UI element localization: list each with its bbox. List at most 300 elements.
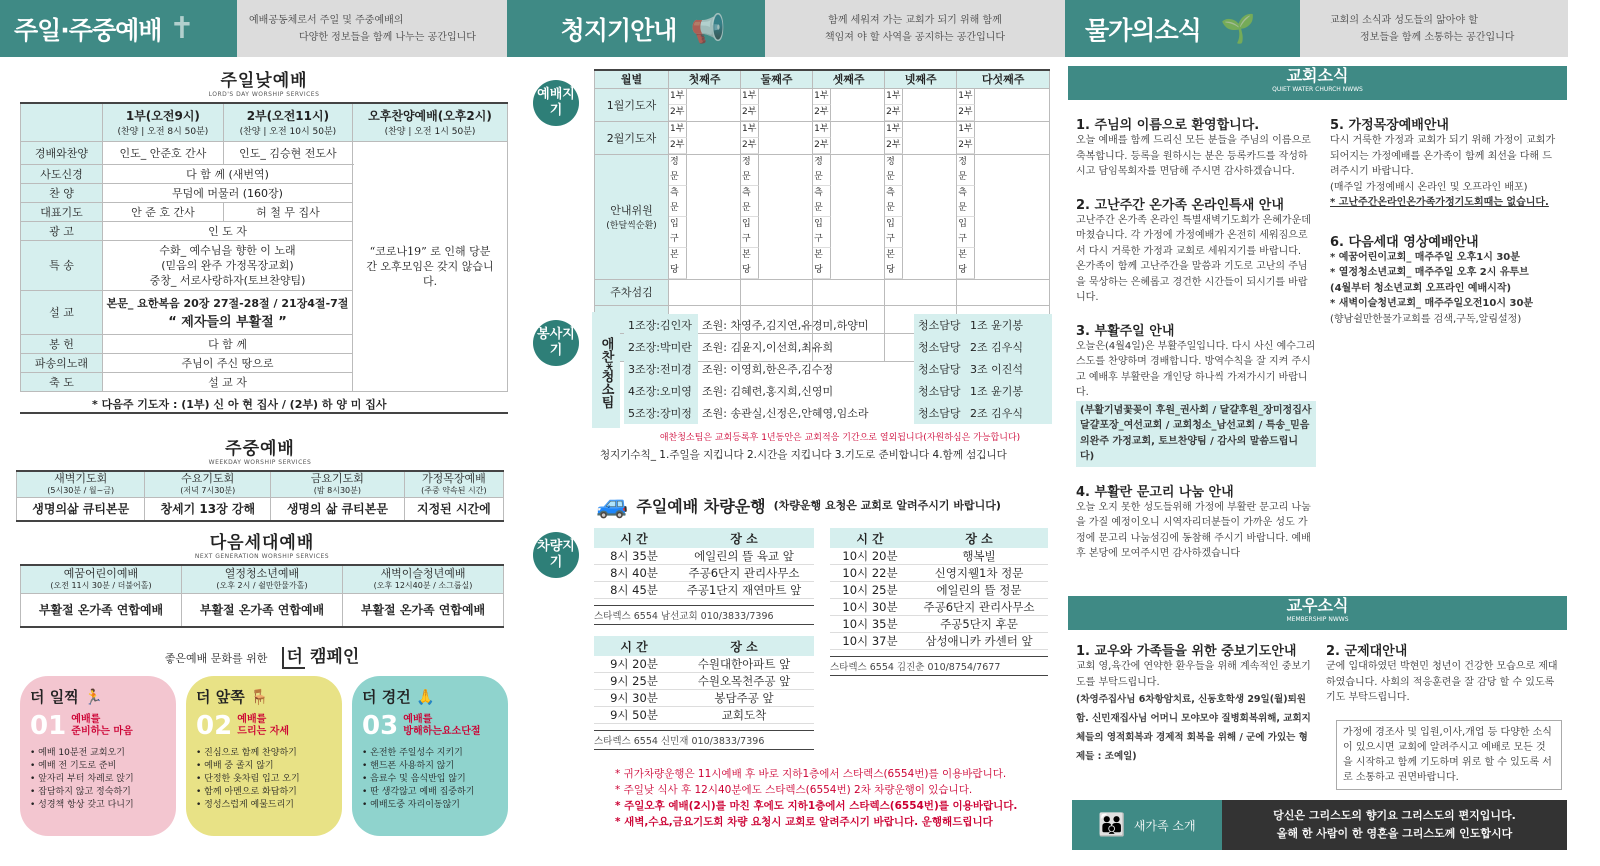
bus-place: 삼성애니카 카센터 앞 <box>910 633 1048 650</box>
campaign-mark: 더 <box>362 688 377 706</box>
header-desc <box>237 0 507 57</box>
service-name: 가정목장예배 <box>421 471 486 485</box>
schedule-cell <box>669 121 741 154</box>
news-text: 오늘 오지 못한 성도들위해 가정에 부활란 문고리 나눔을 가질 예정이오니 시역자리더분들이 가까운 성도 가정에 문고리 나눔섬김에 동참해 주시기 바랍니다. 예배후 본당에 모여주시면 감사하겠습니다 <box>1076 501 1311 559</box>
service-time: (오후 2시 / 쉴만한물가홀) <box>216 580 308 590</box>
team-list <box>624 314 1052 424</box>
service-value: 부활절 온가족 연합예배 <box>182 593 343 627</box>
news-heading: 5. 가정목장예배안내 <box>1330 118 1449 133</box>
clean-note: 애찬청소팀은 교회등록후 1년동안은 교회적응 기간으로 열외됩니다(자원하심은 가능합니다) <box>659 433 1021 443</box>
bible-icon: ✝ <box>169 11 195 46</box>
bus-time: 10시 37분 <box>830 633 910 650</box>
row-label: 경배와찬양 <box>21 141 103 164</box>
row-label-sub: (한달씩순환) <box>606 221 657 231</box>
clean-duty: 청소담당 <box>914 336 966 358</box>
schedule-cell <box>669 154 741 279</box>
slot-tag: 1부 <box>741 122 759 138</box>
bus-time: 10시 22분 <box>830 565 910 582</box>
row-label <box>595 154 669 279</box>
slot-tag: 1부 <box>813 89 831 105</box>
schedule-cell <box>957 121 1050 154</box>
list-item: • 성경책 항상 갖고 다니기 <box>30 800 134 810</box>
slot-tag: 정문 <box>813 155 831 186</box>
table-row <box>594 565 814 582</box>
service-value: 지정된 시간에 <box>404 497 503 521</box>
table-row <box>830 616 1048 633</box>
slot-tag: 측문 <box>957 186 975 217</box>
row-label <box>595 121 669 154</box>
news-alert: (향남쉴만한물가교회를 검색,구독,알림설정) <box>1330 313 1522 325</box>
row-label: 설 교 <box>21 290 103 334</box>
service-name: 수요기도회 <box>181 471 235 485</box>
new-family-footer <box>1072 800 1567 850</box>
team-members: 조원: 김윤지,이선희,최유희 <box>702 341 834 354</box>
slot-tag: 측문 <box>741 186 759 217</box>
bus-note: (차량운행 요청은 교회로 알려주시기 바랍니다) <box>773 499 1001 512</box>
nextgen-section <box>20 528 504 628</box>
bus-note-line: * 귀가차량운행은 11시예배 후 바로 지하1층에서 스타렉스(6554번)를 이용바랍니다. <box>615 768 1007 780</box>
service-time: (오후 12시40분 / 소그룹실) <box>373 580 473 590</box>
slot-tag: 입구 <box>885 217 903 248</box>
kneeling-person-icon: 🙏 <box>415 688 435 706</box>
team-members: 조원: 차영주,김지연,유경미,하양미 <box>702 319 869 332</box>
clean-team: 2조 김우식 <box>966 402 1052 424</box>
slot-tag: 1부 <box>885 122 903 138</box>
row-value: 인 도 자 <box>103 221 353 240</box>
section-subtitle: WEEKDAY WORSHIP SERVICES <box>208 459 312 466</box>
list-item: • 예배 중 졸지 않기 <box>196 761 274 771</box>
card-sub: 예배를 <box>237 714 267 725</box>
section-subtitle: QUIET WATER CHURCH NWWS <box>1272 86 1363 93</box>
team-row <box>624 358 1052 380</box>
row-label: 광 고 <box>21 221 103 240</box>
clean-duty: 청소담당 <box>914 358 966 380</box>
service-time: (밤 8시30분) <box>313 485 361 495</box>
table-row <box>594 707 814 724</box>
bus-table-3 <box>830 528 1048 676</box>
slot-tag: 정문 <box>885 155 903 186</box>
slot-tag: 본당 <box>741 248 759 279</box>
news-text: (차영주집사님 6차항암치료, 신동호학생 29일(월)퇴원함. 신민재집사님 어머니 모야모야 질병회복위해, 교회지체들의 영적회복과 경제적 회복을 위해 / 군에 가있는 형제들 : 조예일) <box>1076 694 1311 762</box>
service-value: 생명의 삶 큐티본문 <box>271 497 405 521</box>
service-time: (찬양 | 오전 8시 50분) <box>117 127 209 138</box>
row-label: 주차섬김 <box>595 279 669 305</box>
list-item: • 진심으로 함께 찬양하기 <box>196 748 297 758</box>
service-name: 1부(오전9시) <box>125 109 200 124</box>
news-text: * 새벽이슬청년교회_ 매주주일오전10시 30분 <box>1330 298 1534 309</box>
header-desc <box>1300 0 1568 57</box>
campaign-title <box>20 642 504 667</box>
worship-circle: 예배지기 <box>533 80 579 126</box>
news-text: 고난주간 온가족 온라인 특별새벽기도회가 은혜가운데 마쳤습니다. 각 가정에 가정예배가 온전히 세워짐으로서 다시 거룩한 가정과 교회로 세워지기를 바랍니다. <box>1076 214 1311 257</box>
team-row <box>624 380 1052 402</box>
bus-time: 8시 40분 <box>594 565 674 582</box>
header-title: 물가의소식 <box>1085 15 1201 45</box>
campaign-mark: 더 <box>282 647 304 669</box>
clean-duty: 청소담당 <box>914 380 966 402</box>
campaign-label: 캠페인 <box>309 647 360 667</box>
col-header: 시 간 <box>594 528 674 548</box>
news-heading: 2. 고난주간 온가족 온라인특새 안내 <box>1076 197 1284 213</box>
col-header: 장 소 <box>674 636 814 656</box>
slot-tag: 측문 <box>669 186 687 217</box>
schedule-cell <box>669 279 741 305</box>
slot-tag: 1부 <box>669 122 687 138</box>
slot-tag: 2부 <box>741 105 759 121</box>
header-desc-line: 정보들을 함께 소통하는 공간입니다 <box>1360 31 1515 43</box>
clean-team: 1조 윤기봉 <box>966 314 1052 336</box>
header-desc <box>765 0 1065 57</box>
service-name: 새벽이슬청년예배 <box>380 566 466 580</box>
card-number: 01 <box>30 711 67 741</box>
bus-place: 신영지웰1차 정문 <box>910 565 1048 582</box>
row-value: 인도_ 안준호 간사 <box>103 141 224 164</box>
bus-time: 8시 45분 <box>594 582 674 599</box>
weekday-table <box>16 470 504 522</box>
schedule-cell <box>813 88 885 121</box>
schedule-cell <box>813 121 885 154</box>
service-time: (오전 11시 30분 / 더불어홀) <box>50 580 152 590</box>
member-news-left <box>1076 632 1316 766</box>
card-sub: 예배를 <box>71 714 101 725</box>
schedule-cell <box>885 88 957 121</box>
bus-place: 수원대한아파트 앞 <box>674 656 814 673</box>
bus-time: 10시 35분 <box>830 616 910 633</box>
row-value: (믿음의 완주 가정목장교회) <box>161 258 294 272</box>
section-subtitle: LORD'S DAY WORSHIP SERVICES <box>208 91 320 98</box>
news-text: 교회 영,육간에 연약한 환우들을 위해 계속적인 중보기도를 부탁드립니다. <box>1076 661 1311 688</box>
afternoon-note: “코로나19” 로 인해 당분간 오후모임은 갖지 않습니다. <box>353 141 508 391</box>
team-members: 조원: 김혜련,홍지희,신영미 <box>702 385 834 398</box>
team-row <box>624 314 1052 336</box>
news-alert: * 고난주간온라인온가족가정기도회때는 없습니다. <box>1330 197 1549 208</box>
church-news-left <box>1076 106 1316 562</box>
slot-tag: 1부 <box>957 122 975 138</box>
clean-team: 2조 김우식 <box>966 336 1052 358</box>
bus-note-line: * 새벽,수요,금요기도회 차량 요청시 교회로 알려주시기 바랍니다. 운행해드립니다 <box>615 816 993 828</box>
row-value: 인도_ 김승현 전도사 <box>223 141 352 164</box>
service-time: (주중 약속된 시간) <box>421 485 487 495</box>
service-time: (찬양 | 오전 1시 50분) <box>384 127 476 138</box>
sunday-section <box>20 66 508 414</box>
table-row <box>830 565 1048 582</box>
bus-place: 수원오목천주공 앞 <box>674 673 814 690</box>
row-value: 수화_ 예수님을 향한 이 노래 <box>159 243 296 257</box>
bus-note-line: * 주일낮 식사 후 12시40분에도 스타렉스(6554번) 2차 차량운행이 있습니다. <box>615 784 973 796</box>
slot-tag: 2부 <box>957 105 975 121</box>
table-row <box>830 633 1048 650</box>
row-label: 사도신경 <box>21 164 103 183</box>
col-header: 셋째주 <box>813 70 885 88</box>
bus-place: 봉담주공 앞 <box>674 690 814 707</box>
col-header: 넷째주 <box>885 70 957 88</box>
schedule-cell <box>813 279 885 305</box>
card-sub: 드리는 자세 <box>237 726 290 737</box>
slot-tag: 1부 <box>741 89 759 105</box>
card-head: 경건 <box>381 688 411 706</box>
list-item: • 예배 10분전 교회오기 <box>30 748 125 758</box>
slot-tag: 정문 <box>957 155 975 186</box>
slot-tag: 1부 <box>885 89 903 105</box>
bus-time: 8시 35분 <box>594 548 674 565</box>
table-row <box>594 673 814 690</box>
card-head: 앞쪽 <box>215 688 245 706</box>
bus-place: 교회도착 <box>674 707 814 724</box>
schedule-cell <box>813 154 885 279</box>
bus-note-line: * 주일오후 예배(2시)를 마친 후에도 지하1층에서 스타렉스(6554번)를 이용바랍니다. <box>615 800 1018 812</box>
footer-line: 올해 한 사람이 한 영혼을 그리스도께 인도합시다 <box>1276 827 1513 840</box>
col-header: 다섯째주 <box>957 70 1050 88</box>
slot-tag: 정문 <box>741 155 759 186</box>
slot-tag: 2부 <box>669 138 687 154</box>
slot-tag: 입구 <box>957 217 975 248</box>
list-item: • 예배 전 기도로 준비 <box>30 761 117 771</box>
sunday-table <box>20 102 508 392</box>
row-label: 대표기도 <box>21 202 103 221</box>
list-item: • 잡담하지 않고 정숙하기 <box>30 787 131 797</box>
service-time: (5시30분 / 월~금) <box>47 485 115 495</box>
news-heading: 6. 다음세대 영상예배안내 <box>1330 234 1479 250</box>
service-circle: 봉사지기 <box>533 320 579 366</box>
news-heading: 4. 부활란 문고리 나눔 안내 <box>1076 484 1234 500</box>
clean-team: 3조 이진석 <box>966 358 1052 380</box>
list-item: • 핸드폰 사용하지 않기 <box>362 761 455 771</box>
campaign-card-early <box>20 676 176 836</box>
news-box: (부활기념꽃꽂이 후원_권사회 / 달걀후원_장미정집사 달걀포장_여선교회 / 교회청소_남선교회 / 특송_믿음의완주 가정교회, 토브찬양팀 / 감사의 말씀드립니다) <box>1076 401 1316 467</box>
slot-tag: 입구 <box>669 217 687 248</box>
slot-tag: 측문 <box>813 186 831 217</box>
slot-tag: 1부 <box>813 122 831 138</box>
weekday-section <box>16 434 504 522</box>
news-text: 오늘은(4월4일)은 부활주일입니다. 다시 사신 예수그리스도를 찬양하며 경배합니다. 방역수칙을 잘 지켜 주시고 예배후 부활란을 개인당 하나씩 가져가시기 바랍니다. <box>1076 340 1316 398</box>
card-number: 02 <box>196 711 233 741</box>
list-item: • 음료수 및 음식반입 않기 <box>362 774 466 784</box>
card-head: 일찍 <box>49 688 79 706</box>
schedule-cell <box>957 279 1050 305</box>
section-title: 교회소식 <box>1286 66 1349 85</box>
service-name: 오후찬양예배(오후2시) <box>368 109 492 124</box>
slot-tag: 입구 <box>741 217 759 248</box>
next-prayer: * 다음주 기도자 : (1부) 신 아 현 집사 / (2부) 하 양 미 집사 <box>20 392 508 414</box>
news-heading: 1. 교우와 가족들을 위한 중보기도안내 <box>1076 644 1297 659</box>
team-leader: 2조장:박미란 <box>624 336 698 358</box>
row-label: 파송의노래 <box>21 353 103 372</box>
row-label-text: 2월기도자 <box>606 131 657 145</box>
slot-tag: 본당 <box>885 248 903 279</box>
table-row <box>594 548 814 565</box>
bus-header <box>830 528 1048 548</box>
bus-time: 10시 30분 <box>830 599 910 616</box>
bus-notes <box>615 766 1055 830</box>
news-text: 온가족이 함께 고난주간을 말씀과 기도로 고난의 주님을 묵상하는 은혜롭고 경건한 시간들이 되시기를 바랍니다. <box>1076 261 1308 303</box>
clean-duty: 청소담당 <box>914 314 966 336</box>
bus-title-text: 주일예배 차량운행 <box>636 496 766 516</box>
header-desc-line: 교회의 소식과 성도들의 앎아야 할 <box>1330 14 1478 26</box>
slot-tag: 1부 <box>669 89 687 105</box>
col-header: 월별 <box>595 70 669 88</box>
team-members: 조원: 이영희,한은주,김수정 <box>702 363 834 376</box>
slot-tag: 본당 <box>957 248 975 279</box>
bus-table-1 <box>594 528 814 625</box>
team-leader: 3조장:전미경 <box>624 358 698 380</box>
service-value: 부활절 온가족 연합예배 <box>21 593 182 627</box>
section-title: 다음세대예배 <box>209 533 315 553</box>
slot-tag: 2부 <box>813 138 831 154</box>
header-desc-line: 예배공동체로서 주일 및 주중예배의 <box>249 14 404 26</box>
row-value: 다 함 께 <box>103 334 353 353</box>
service-time: (찬양 | 오전 10시 50분) <box>239 127 337 138</box>
table-row <box>594 656 814 673</box>
church-news-right <box>1330 106 1560 327</box>
bus-time: 10시 25분 <box>830 582 910 599</box>
car-icon: 🚙 <box>596 490 629 520</box>
bus-place: 주공6단지 관리사무소 <box>910 599 1048 616</box>
team-leader: 5조장:장미정 <box>624 402 698 424</box>
header-desc-line: 함께 세워져 가는 교회가 되기 위해 함께 <box>828 14 1002 26</box>
campaign-card-front <box>186 676 342 836</box>
news-text: 다시 거룩한 가정과 교회가 되기 위해 가정이 교회가 되어지는 가정예배를 온가족이 함께 최선을 다해 드려주시기 바랍니다. <box>1330 135 1556 177</box>
table-row <box>830 548 1048 565</box>
news-text: 오늘 예배를 함께 드리신 모든 분들을 주님의 이름으로 축복합니다. 등록을 원하시는 분은 등록카드를 작성하시고 담임목회자를 면담해 주시면 감사하겠습니다. <box>1076 135 1311 177</box>
clean-duty: 청소담당 <box>914 402 966 424</box>
campaign-card-piety <box>352 676 508 836</box>
slot-tag: 2부 <box>813 105 831 121</box>
header-title: 주일·주중예배 <box>14 15 162 45</box>
bus-driver: 스타렉스 6554 김진춘 010/8754/7677 <box>830 656 1048 676</box>
col-header: 둘째주 <box>741 70 813 88</box>
section-title: 주중예배 <box>225 439 295 459</box>
header-desc-line: 다양한 정보들을 함께 나누는 공간입니다 <box>299 31 476 43</box>
row-label: 봉 헌 <box>21 334 103 353</box>
nextgen-table <box>20 564 504 628</box>
slot-tag: 2부 <box>741 138 759 154</box>
footer-label-box <box>1072 800 1222 850</box>
row-value: 안 준 호 간사 <box>103 202 224 221</box>
news-text: * 예꿈어린이교회_ 매주주일 오후1시 30분 <box>1330 251 1520 263</box>
footer-label: 새가족 소개 <box>1133 818 1196 833</box>
bus-time: 9시 25분 <box>594 673 674 690</box>
schedule-cell <box>741 88 813 121</box>
campaign-mark: 더 <box>196 688 211 706</box>
slot-tag: 2부 <box>885 105 903 121</box>
megaphone-icon: 📢 <box>690 12 726 45</box>
bus-place: 주공1단지 재연마트 앞 <box>674 582 814 599</box>
bus-time: 10시 20분 <box>830 548 910 565</box>
col-header: 첫째주 <box>669 70 741 88</box>
plant-hand-icon: 🌱 <box>1220 12 1256 45</box>
news-text: (매주일 가정예배시 온라인 및 오프라인 배포) <box>1330 181 1528 193</box>
col-header: 장 소 <box>910 528 1048 548</box>
bus-table-2 <box>594 636 814 750</box>
slot-tag: 본당 <box>813 248 831 279</box>
bus-driver: 스타렉스 6554 신민재 010/3833/7396 <box>594 730 814 750</box>
list-item: • 함께 아멘으로 화답하기 <box>196 787 297 797</box>
section-title: 교우소식 <box>1286 596 1349 615</box>
slot-tag: 2부 <box>669 105 687 121</box>
header-steward <box>507 0 765 57</box>
running-person-icon: 🏃 <box>83 688 103 706</box>
row-label: 특 송 <box>21 240 103 290</box>
bus-place: 주공5단지 후문 <box>910 616 1048 633</box>
church-news-bar <box>1068 66 1567 100</box>
row-label: 축 도 <box>21 372 103 391</box>
member-news-right <box>1326 632 1558 706</box>
table-row <box>594 582 814 599</box>
row-label: 찬 양 <box>21 183 103 202</box>
sermon-title: “ 제자들의 부활절 ” <box>168 314 287 330</box>
team-row <box>624 336 1052 358</box>
col-header: 시 간 <box>594 636 674 656</box>
bus-title <box>596 490 1052 520</box>
row-value: 주님이 주신 땅으로 <box>103 353 353 372</box>
slot-tag: 입구 <box>813 217 831 248</box>
service-name: 2부(오전11시) <box>246 109 330 124</box>
slot-tag: 2부 <box>885 138 903 154</box>
bus-time: 9시 20분 <box>594 656 674 673</box>
row-label-text: 안내위원 <box>610 204 653 217</box>
service-value: 부활절 온가족 연합예배 <box>343 593 504 627</box>
service-name: 새벽기도회 <box>54 471 108 485</box>
schedule-cell <box>741 154 813 279</box>
service-name: 예꿈어린이예배 <box>63 566 139 580</box>
row-value: 다 함 께 (새번역) <box>103 164 353 183</box>
service-name: 열정청소년예배 <box>224 566 300 580</box>
section-subtitle: NEXT GENERATION WORSHIP SERVICES <box>194 553 330 560</box>
card-sub: 방해하는요소단절 <box>403 726 481 737</box>
clean-team-label: 애찬*청소팀 <box>592 312 620 428</box>
bus-header <box>594 636 814 656</box>
news-heading: 2. 군제대안내 <box>1326 644 1408 659</box>
header-worship <box>0 0 237 57</box>
service-time: (저녁 7시30분) <box>180 485 236 495</box>
list-item: • 정성스럽게 예물드리기 <box>196 800 294 810</box>
campaign-mark: 더 <box>30 688 45 706</box>
bus-place: 에일린의 뜰 육교 앞 <box>674 548 814 565</box>
row-value: 허 철 무 집사 <box>223 202 352 221</box>
bus-header <box>594 528 814 548</box>
bus-place: 주공6단지 관리사무소 <box>674 565 814 582</box>
list-item: • 앞자리 부터 차례로 앉기 <box>30 774 134 784</box>
news-heading: 1. 주님의 이름으로 환영합니다. <box>1076 118 1260 133</box>
slot-tag: 1부 <box>957 89 975 105</box>
campaign-pre: 좋은예배 문화를 위한 <box>164 652 268 665</box>
header-title: 청지기안내 <box>560 15 677 45</box>
table-row <box>594 690 814 707</box>
header-news <box>1065 0 1300 57</box>
schedule-cell <box>669 88 741 121</box>
schedule-cell <box>957 154 1050 279</box>
clean-team: 1조 윤기봉 <box>966 380 1052 402</box>
news-text: 군에 입대하였던 박현민 청년이 건강한 모습으로 제대하였습니다. 사회의 적응훈련을 잘 감당 할 수 있도록 기도 부탁드립니다. <box>1326 661 1558 703</box>
schedule-cell <box>957 88 1050 121</box>
schedule-cell <box>885 279 957 305</box>
section-subtitle: MEMBERSHIP NWWS <box>1286 616 1349 623</box>
list-item: • 예배도중 자리이동않기 <box>362 800 460 810</box>
family-icon: 👪 <box>1098 812 1126 838</box>
schedule-cell <box>885 154 957 279</box>
list-item: • 단정한 옷차림 입고 오기 <box>196 774 300 784</box>
slot-tag: 본당 <box>669 248 687 279</box>
list-item: • 온전한 주일성수 지키기 <box>362 748 463 758</box>
bus-time: 9시 30분 <box>594 690 674 707</box>
row-label-text: 1월기도자 <box>606 98 657 112</box>
list-item: • 딴 생각않고 예배 집중하기 <box>362 787 475 797</box>
schedule-cell <box>741 279 813 305</box>
slot-tag: 측문 <box>885 186 903 217</box>
card-number: 03 <box>362 711 399 741</box>
table-row <box>830 582 1048 599</box>
footer-line: 당신은 그리스도의 향기요 그리스도의 편지입니다. <box>1273 809 1516 822</box>
